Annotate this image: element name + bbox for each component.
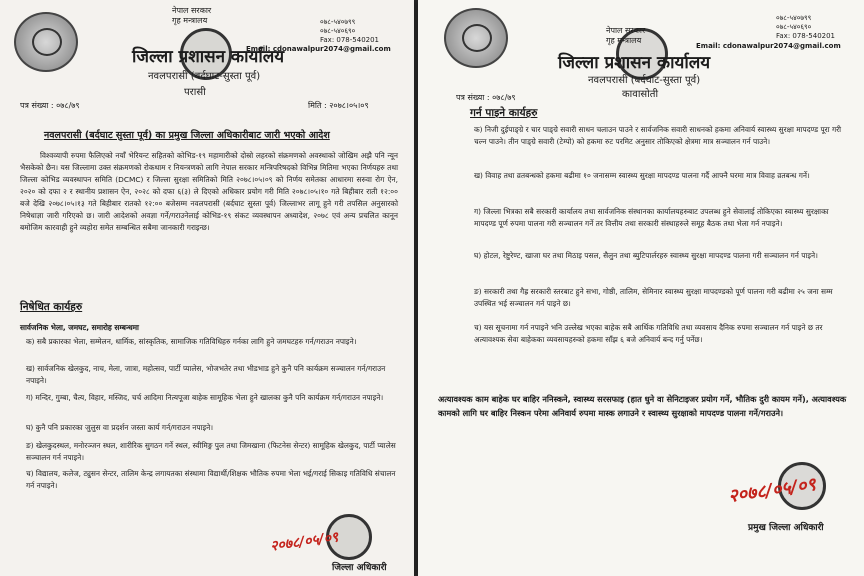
prohibited-item: ङ) खेलकुदस्थल, मनोरञ्जन स्थल, शारीरिक सुगठन गर्ने स्थल, स्वीमिङ्ग पुल तथा जिमखाना (फिटनेस सेन्टर) सामूहिक खेलकुद, पार्टी प्यालेस सञ्चालन गर्न नपाइने। bbox=[26, 441, 396, 462]
district-name: नवलपरासी (बर्दघाट-सुस्ता पूर्व) bbox=[588, 75, 701, 86]
phone-2: ०७८-५४०६९० bbox=[320, 27, 356, 35]
public-gathering-subheading: सार्वजनिक भेला, जमघट, समारोह सम्बन्धमा bbox=[20, 323, 139, 332]
signature: २०७८/०५/०९ bbox=[727, 473, 818, 508]
nepal-emblem-icon bbox=[14, 12, 78, 72]
prohibited-item: ग) मन्दिर, गुम्बा, चैत्य, विहार, मस्जिद, चर्च आदिमा नित्यपूजा बाहेक सामूहिक भेला हुने खालका कुनै पनि कार्यक्रम गर्न/गराउन नपाइने। bbox=[26, 393, 384, 402]
notice-page-right bbox=[418, 0, 864, 576]
allowed-item: ङ) सरकारी तथा गैह्र सरकारी स्तरबाट हुने सभा, गोष्ठी, तालिम, सेमिनार स्वास्थ्य सुरक्षा मापदण्डको पूर्ण पालना गरी बढीमा २५ जना सम्म उपस्थित भई सञ्चालन गर्न पाइने छ। bbox=[474, 287, 833, 308]
office-place: परासी bbox=[184, 87, 206, 98]
office-email: Email: cdonawalpur2074@gmail.com bbox=[246, 45, 391, 53]
allowed-item: घ) होटल, रेष्टुरेण्ट, खाजा घर तथा मिठाइ पसल, सैलुन तथा ब्युटिपार्लरहरु स्वास्थ्य सुरक्षा मापदण्ड पालना गरी सञ्चालन गर्न पाइने। bbox=[474, 251, 818, 260]
allowed-heading: गर्न पाइने कार्यहरु bbox=[470, 107, 538, 119]
order-heading: नवलपरासी (बर्दघाट सुस्ता पूर्व) का प्रमुख जिल्ला अधिकारीबाट जारी भएको आदेश bbox=[44, 130, 330, 141]
allowed-item: क) निजी दुईपाङ्ग्रे र चार पाङ्ग्रे सवारी साधन चलाउन पाउने र सार्वजनिक सवारी साधनको हकमा अनिवार्य स्वास्थ्य सुरक्षा मापदण्ड पूरा गरी चल्न पाउने। तीन पाङ्ग्रे सवारी (टेम्पो) को हकमा रुट परमिट अनुसार तोकिएको क्षेत्रमा मात्र सञ्चालन गर्न पाउने। bbox=[474, 125, 842, 146]
nepal-emblem-icon bbox=[444, 8, 508, 68]
prohibited-heading: निषेधित कार्यहरु bbox=[20, 301, 83, 313]
phone-2: ०७८-५४०६९० bbox=[776, 23, 812, 31]
prohibited-item: ख) सार्वजनिक खेलकुद, नाच, मेला, जात्रा, महोत्सव, पार्टी प्यालेस, भोजभतेर तथा भीडभाड हुने कुनै पनि कार्यक्रम सञ्चालन गर्न/गराउन नपाइने। bbox=[26, 364, 386, 385]
signatory-title: प्रमुख जिल्ला अधिकारी bbox=[748, 523, 824, 533]
allowed-item: ग) जिल्ला भित्रका सबै सरकारी कार्यालय तथा सार्वजनिक संस्थानका कार्यालयहरुबाट उपलब्ध हुने सेवालाई तोकिएका स्वास्थ्य सुरक्षाका मापदण्ड पूर्ण रुपमा पालना गरी सञ्चालन गर्ने तर वित्तीय तथा सरकारी संस्थाहरुले समूह बैठक तथा भेला गर्न नपाइने। bbox=[474, 207, 829, 228]
prohibited-item: क) सबै प्रकारका भेला, सम्मेलन, धार्मिक, सांस्कृतिक, सामाजिक गतिविधिहरु गर्नका लागि हुने जमघटहरु गर्न/गराउन नपाइने। bbox=[26, 337, 357, 346]
closing-instruction: अत्यावश्यक काम बाहेक घर बाहिर ननिस्कने, स्वास्थ्य सरसफाइ (हात धुने वा सेनिटाइजर प्रयोग गर्ने, भौतिक दुरी कायम गर्ने), अत्यावश्यक कामको लागि घर बाहिर निस्कन परेमा अनिवार्य रुपमा मास्क लगाउने र स्वास्थ्य सुरक्षाको मापदण्ड पालना गर्ने/गराउने। bbox=[438, 394, 847, 418]
office-place: कावासोती bbox=[622, 89, 659, 100]
reference-number: पत्र संख्या : ०७८/७९ bbox=[20, 101, 80, 110]
office-email: Email: cdonawalpur2074@gmail.com bbox=[696, 42, 841, 50]
notice-page-left bbox=[0, 0, 414, 576]
phone-1: ०७८-५४०७९९ bbox=[776, 14, 812, 22]
prohibited-item: घ) कुनै पनि प्रकारका जुलुस वा प्रदर्शन जस्ता कार्य गर्न/गराउन नपाइने। bbox=[26, 423, 214, 432]
prohibited-item: च) विद्यालय, कलेज, ट्युसन सेन्टर, तालिम केन्द्र लगायतका संस्थामा विद्यार्थी/शिक्षक भौतिक रुपमा भेला भई/गराई सिकाइ गतिविधि संचालन गर्न नपाइने। bbox=[26, 469, 396, 490]
fax-number: Fax: 078-540201 bbox=[776, 32, 836, 40]
allowed-item: च) यस सूचनामा गर्न नपाइने भनि उल्लेख भएका बाहेक सबै आर्थिक गतिविधि तथा व्यवसाय दैनिक रुपमा सञ्चालन गर्न पाइने छ तर अत्यावश्यक सेवा बाहेकका व्यवसायहरुको हकमा साँझ ६ बजे अनिवार्य बन्द गर्नु पर्नेछ। bbox=[474, 323, 823, 344]
district-name: नवलपरासी (बर्दघाट-सुस्ता पूर्व) bbox=[148, 71, 261, 82]
office-title: जिल्ला प्रशासन कार्यालय bbox=[558, 53, 711, 73]
ministry-name: गृह मन्त्रालय bbox=[172, 16, 208, 25]
signature: २०७८/०५/०९ bbox=[269, 529, 340, 555]
order-body: विश्वव्यापी रुपमा फैलिएको नयाँ भेरियन्ट सहितको कोभिड-१९ महामारीको दोस्रो लहरको संक्रमणको अवस्थाको जोखिम अझै पनि न्यून भैसकेको छैन। यस जिल्लामा उक्त संक्रमणको रोकथाम र नियन्त्रणको लागि नेपाल सरकार मन्त्रिपरिषदको विभिन्न मितिमा भएका निर्णयहरु तथा जिल्ला कोभिड व्यवस्थापन समिति (DCMC) र जिल्ला सुरक्षा समितिको मिति २०७८।०५।०९ को निर्णय समेतका आधारमा सरुवा रोग ऐन, २०२० को दफा २ र स्थानीय प्रशासन ऐन, २०२८ को दफा ६(३) ले दिएको अधिकार प्रयोग गरी मिति २०७८।०५।१० गते बिहीबार राती १२:०० बजे देखि २०७८।०५।१३ गते बिहीबार रातको १२:०० बजेसम्म नवलपरासी (बर्दघाट सुस्ता पूर्व) जिल्लाभर लागू हुने गरी तपसिल अनुसारको निषेधाज्ञा जारी गरिएको छ। जारी आदेशको अवज्ञा गर्ने/गराउनेलाई कोभिड-१९ संकट व्यवस्थापन अध्यादेश, २०७८ एवं अन्य प्रचलित कानून बमोजिम कारवाही हुने व्यहोरा समेत सम्बन्धित सबैमा जानकारी गराइन्छ। bbox=[20, 151, 398, 232]
govt-name: नेपाल सरकार bbox=[172, 6, 212, 15]
allowed-item: ख) विवाह तथा व्रतबन्धको हकमा बढीमा १० जनासम्म स्वास्थ्य सुरक्षा मापदण्ड पालना गर्दै आफ्नै घरमा मात्र विवाह व्रतबन्ध गर्ने। bbox=[474, 171, 810, 180]
signatory-title: जिल्ला अधिकारी bbox=[332, 563, 387, 573]
office-title: जिल्ला प्रशासन कार्यालय bbox=[132, 47, 285, 67]
issue-date: मिति : २०७८।०५।०९ bbox=[308, 101, 369, 110]
reference-number: पत्र संख्या : ०७८/७९ bbox=[456, 93, 516, 102]
govt-name: नेपाल सरकार bbox=[606, 26, 646, 35]
phone-1: ०७८-५४०७९९ bbox=[320, 18, 356, 26]
ministry-name: गृह मन्त्रालय bbox=[606, 36, 642, 45]
fax-number: Fax: 078-540201 bbox=[320, 36, 380, 44]
